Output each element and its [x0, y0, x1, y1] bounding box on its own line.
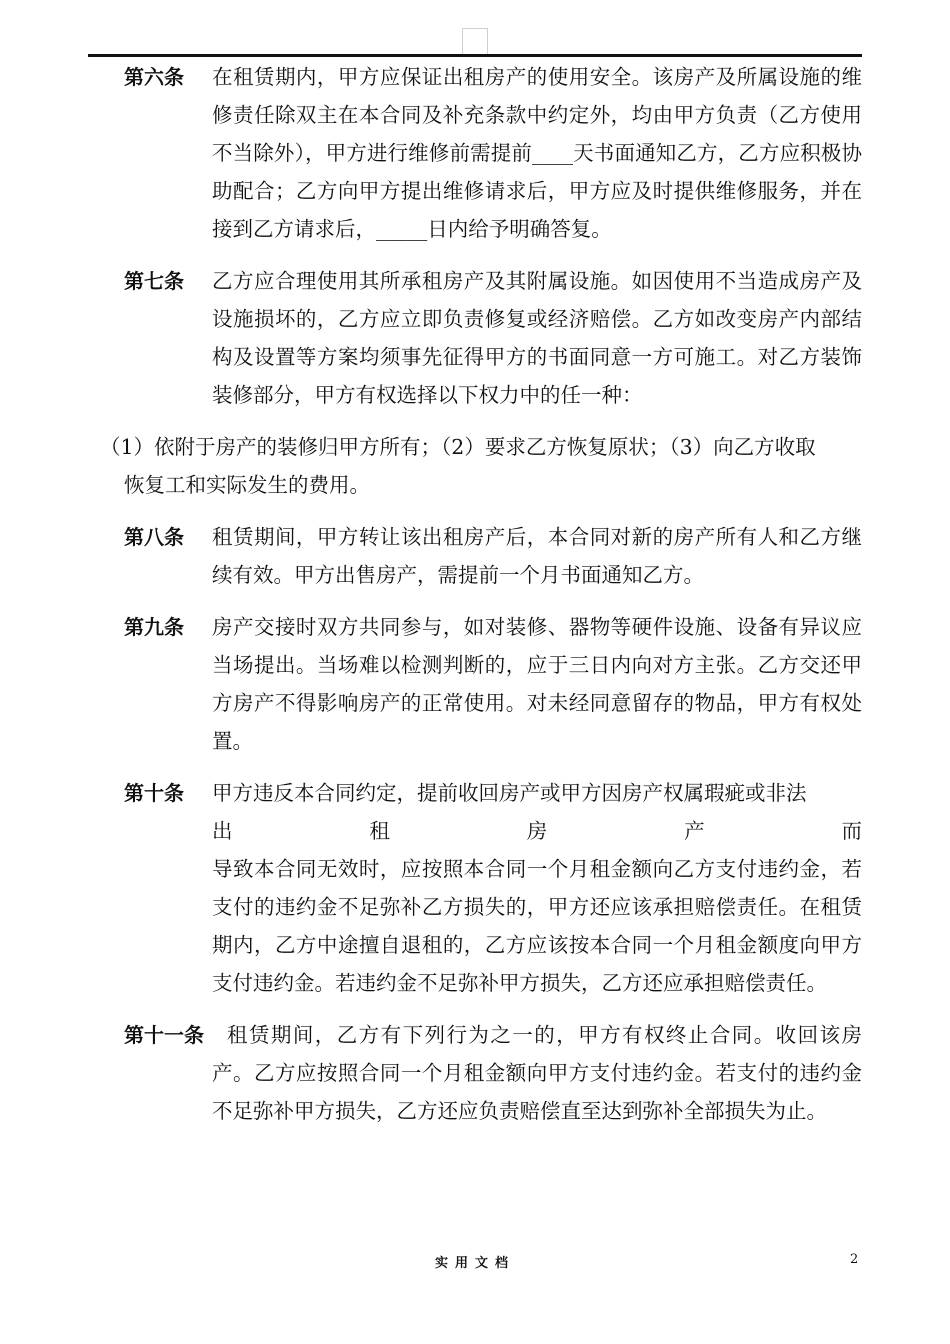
article-text: 租赁期间，甲方转让该出租房产后，本合同对新的房产所有人和乙方继续有效。甲方出售房产，需提前一个月书面通知乙方。 [212, 525, 862, 587]
spread-char: 出 [212, 819, 233, 843]
article-10 [124, 774, 862, 1002]
header-rule [88, 54, 862, 57]
article-number: 第七条 [124, 269, 184, 293]
spread-char: 而 [841, 819, 862, 843]
spread-char: 房 [526, 819, 548, 843]
article-8 [124, 518, 862, 594]
article-9 [124, 608, 862, 760]
page-number: 2 [850, 1252, 859, 1267]
article-number: 第十条 [124, 781, 184, 805]
spread-char: 产 [684, 819, 705, 843]
article-number: 第十一条 [124, 1023, 204, 1047]
document-body [0, 58, 950, 1130]
footer-label: 实用文档 [434, 1256, 515, 1271]
options-continuation: 恢复工和实际发生的费用。 [124, 473, 370, 497]
article-text-line: 甲方违反本合同约定，提前收回房产或甲方因房产权属瑕疵或非法 [212, 781, 807, 805]
article-number: 第八条 [124, 525, 184, 549]
article-text: 在租赁期内，甲方应保证出租房产的使用安全。该房产及所属设施的维修责任除双主在本合同及补充条款中约定外，均由甲方负责（乙方使用不当除外），甲方进行维修前需提前____天书面通知乙方，乙方应积极协助配合；乙方向甲方提出维修请求后，甲方应及时提供维修服务，并在接到乙方请求后，_____日内给予明确答复。 [212, 65, 862, 241]
article-text-rest: 导致本合同无效时，应按照本合同一个月租金额向乙方支付违约金，若支付的违约金不足弥补乙方损失的，甲方还应该承担赔偿责任。在租赁期内，乙方中途擅自退租的，乙方应该按本合同一个月租金额度向甲方支付违约金。若违约金不足弥补甲方损失，乙方还应承担赔偿责任。 [212, 857, 862, 995]
article-text: 房产交接时双方共同参与，如对装修、器物等硬件设施、设备有异议应当场提出。当场难以检测判断的，应于三日内向对方主张。乙方交还甲方房产不得影响房产的正常使用。对未经同意留存的物品，甲方有权处置。 [212, 615, 862, 753]
options-line: （1）依附于房产的装修归甲方所有；（2）要求乙方恢复原状；（3）向乙方收取 [100, 435, 816, 459]
spread-char: 租 [369, 819, 390, 843]
article-7-options [100, 428, 862, 504]
article-number: 第九条 [124, 615, 184, 639]
article-6 [124, 58, 862, 248]
article-text: 租赁期间，乙方有下列行为之一的，甲方有权终止合同。收回该房产。乙方应按照合同一个月租金额向甲方支付违约金。若支付的违约金不足弥补甲方损失，乙方还应负责赔偿直至达到弥补全部损失为止。 [212, 1023, 862, 1123]
page-corner-mark [462, 28, 488, 54]
article-11 [124, 1016, 862, 1130]
article-number: 第六条 [124, 65, 184, 89]
article-text: 乙方应合理使用其所承租房产及其附属设施。如因使用不当造成房产及设施损坏的，乙方应立即负责修复或经济赔偿。乙方如改变房产内部结构及设置等方案均须事先征得甲方的书面同意一方可施工。对乙方装饰装修部分，甲方有权选择以下权力中的任一种： [212, 269, 862, 407]
article-7 [124, 262, 862, 414]
spread-line [212, 812, 862, 850]
